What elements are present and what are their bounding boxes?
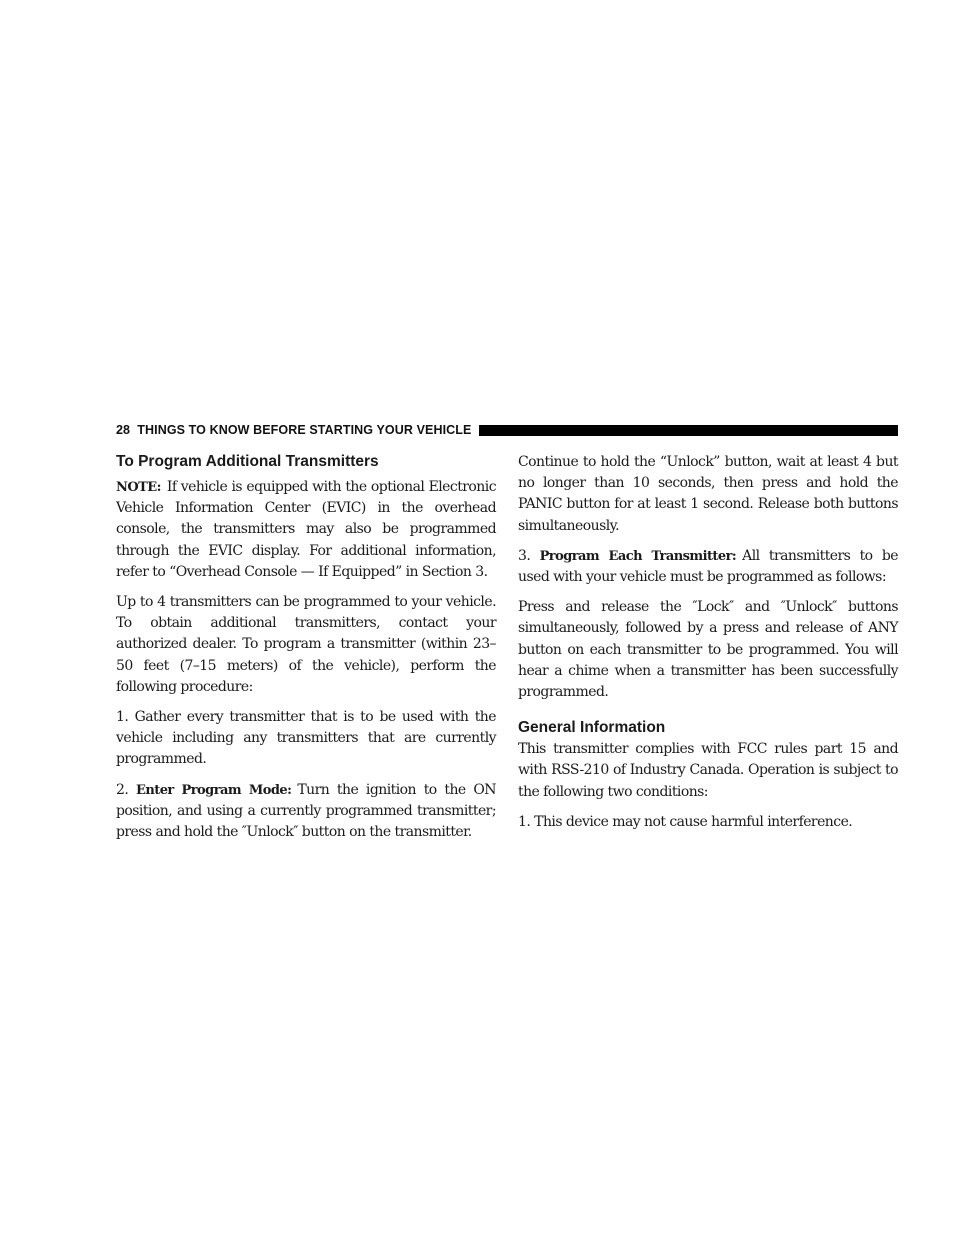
section-title: THINGS TO KNOW BEFORE STARTING YOUR VEHICLE (137, 423, 472, 437)
header-rule-bar (479, 425, 898, 436)
step-3-paragraph (518, 546, 898, 588)
heading-program-additional-transmitters: To Program Additional Transmitters (116, 453, 379, 470)
note-paragraph (116, 477, 496, 583)
step-2-text: Turn the ignition to the ON position, and using a currently programmed transmitter; press and hold the ″Unlock″ button on the transmitter. (116, 781, 496, 841)
note-label: NOTE: (116, 480, 161, 495)
fcc-paragraph: This transmitter complies with FCC rules part 15 and with RSS-210 of Industry Canada. Operation is subject to the following two conditions: (518, 741, 898, 800)
heading-general-information: General Information (518, 719, 666, 737)
page-header (116, 420, 898, 440)
condition-1-paragraph: 1. This device may not cause harmful interference. (518, 813, 853, 830)
step-3-number: 3. (518, 547, 531, 564)
press-release-paragraph: Press and release the ″Lock″ and ″Unlock″ buttons simultaneously, followed by a press and release of ANY button on each transmitter to be programmed. You will hear a chime when a transmitter has been successfully programmed. (518, 599, 898, 701)
page-header-text (116, 423, 471, 437)
step-2-number: 2. (116, 781, 129, 798)
page-number: 28 (116, 423, 131, 437)
note-text: If vehicle is equipped with the optional Electronic Vehicle Information Center (EVIC) in the overhead console, the transmitters may also be programmed through the EVIC display. For additional information, refer to “Overhead Console — If Equipped” in Section 3. (116, 479, 496, 580)
step-2-label: Enter Program Mode: (135, 782, 292, 798)
step-3-label: Program Each Transmitter: (539, 548, 737, 564)
transmitters-paragraph: Up to 4 transmitters can be programmed to your vehicle. To obtain additional transmitters, contact your authorized dealer. To program a transmitter (within 23–50 feet (7–15 meters) of the vehicle), perform the following procedure: (116, 594, 496, 695)
step-3-text: All transmitters to be used with your vehicle must be programmed as follows: (518, 547, 899, 586)
step-1-paragraph: 1. Gather every transmitter that is to be used with the vehicle including any transmitters that are currently programmed. (116, 709, 496, 768)
continue-paragraph: Continue to hold the “Unlock” button, wait at least 4 but no longer than 10 seconds, then press and hold the PANIC button for at least 1 second. Release both buttons simultaneously. (518, 454, 898, 534)
left-column (116, 452, 496, 852)
step-2-paragraph (116, 780, 496, 844)
right-column (518, 452, 898, 842)
